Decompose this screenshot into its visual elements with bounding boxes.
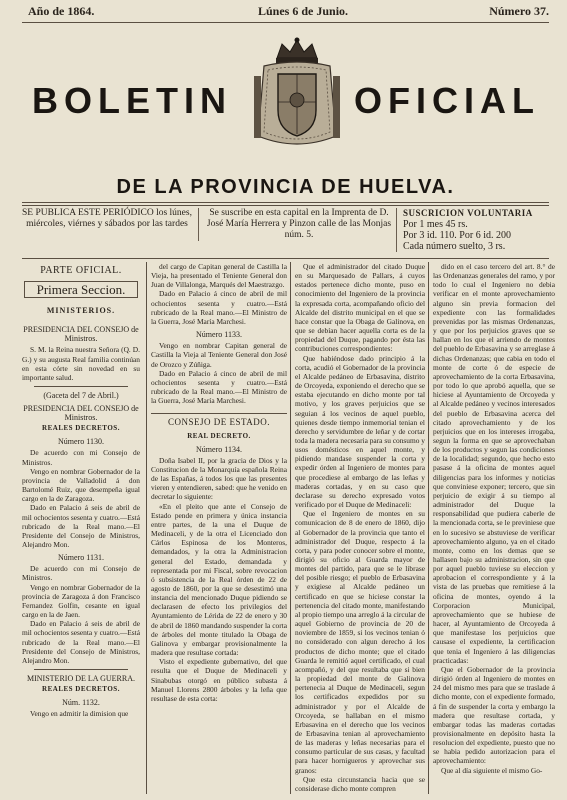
parte-oficial-heading: PARTE OFICIAL. <box>40 265 122 276</box>
top-line <box>28 4 549 22</box>
consejo-estado-heading: CONSEJO DE ESTADO. <box>151 413 287 427</box>
paragraph: Dado en Palacio á cinco de abril de mil ochocientos sesenta y cuatro.—Está rubricado de la Real mano.—El Ministro de la Guerra, José María Marchesi. <box>151 368 287 406</box>
info-bar <box>22 208 549 256</box>
paragraph: Vengo en admitir la dimision que <box>30 709 129 719</box>
info-rule <box>22 258 549 259</box>
reales-decretos-heading-2: REALES DECRETOS. <box>42 685 120 693</box>
year-label: Año de 1864. <box>28 4 95 18</box>
decree-number: Número 1133. <box>196 330 242 340</box>
publication-schedule: SE PUBLICA ESTE PERIÓDICO los lúnes, miércoles, viérnes y sábados por las tardes <box>22 208 192 229</box>
masthead-subtitle: DE LA PROVINCIA DE HUELVA. <box>116 176 455 198</box>
date-label: Lúnes 6 de Junio. <box>258 4 349 18</box>
paragraph: Que el administrador del citado Duque en su Marquesado de Pallars, á cuyos estados pertenece dicho monte, puso en conocimiento del Ingeniero de la provincia la expresada corta, acompañando oficio del Alcalde del distrito municipal en el que se hace constar que la Obaga de Galinova, en que se debían hacer aquella corta es de la propiedad del Duque, pagando por ésta las contribuciones correspondientes: <box>295 262 425 354</box>
reales-decretos-heading: REALES DECRETOS. <box>42 424 120 433</box>
presidencia-heading-2: PRESIDENCIA DEL CONSEJO de Ministros. <box>23 404 139 423</box>
paragraph: Vengo en nombrar Capitan general de Castilla la Vieja al Teniente General don José de Orozco y Zúñiga. <box>151 341 287 369</box>
coat-of-arms-icon <box>252 36 342 154</box>
price-row-3: Cada número suelto, 3 rs. <box>403 241 506 252</box>
title-left: BOLETIN <box>32 80 232 121</box>
ministerios-heading: MINISTERIOS. <box>46 306 116 316</box>
paragraph: del cargo de Capitan general de Castilla la Vieja, ha presentado el Teniente General don Juan de Villalonga, Marqués del Maestrazgo. <box>151 262 287 290</box>
paragraph: «En el pleito que ante el Consejo de Estado pende en primera y única instancia entre partes, de la una el Duque de Medinaceli, y de la otra el Licenciado don Cárlos Espinosa de los Monteros, demandados, y la otra la Administracion general del Estado, demandada y representada por mi Fiscal, sobre revocacion ó subsistencia de la Real órden de 22 de agosto de 1860, por la que se desestimó una instancia del mencionado Duque pidiendo se declarasen de efecto los privilegios del Ayuntamiento de Lérida de 22 de enero y 30 de abril de 1860 mandando suspender la corta de árboles del monte titulado la Obaga de Galinova y embargar provisionalmente la madera que resultase cortada: <box>151 501 287 658</box>
paragraph: Dado en Palacio á seis de abril de mil ochocientos sesenta y cuatro.—Está rubricado de la Real mano.—El Presidente del Consejo de Ministros, Alejandro Mon. <box>22 619 140 665</box>
paragraph: De acuerdo con mi Consejo de Ministros. <box>22 564 140 583</box>
decree-number: Núm. 1132. <box>62 698 100 708</box>
paragraph: Dado en Palacio á cinco de abril de mil ochocientos sesenta y cuatro.—Está rubricado de la Real mano.—El Ministro de la Guerra, José María Marchesi. <box>151 289 287 326</box>
gaceta-label: (Gaceta del 7 de Abril.) <box>43 391 119 401</box>
paragraph: Vengo en nombrar Gobernador de la provincia de Zaragoza á don Francisco Fernandez Golfin, cesante en igual cargo en la de Jaen. <box>22 582 140 620</box>
paragraph: Doña Isabel II, por la gracia de Dios y la Constitucion de la Monarquía española Reina de las Españas, á todos los que las presentes vieren y entendieren, sabed: que he venido en decretar lo siguiente: <box>151 455 287 502</box>
paragraph: Vengo en nombrar Gobernador de la provincia de Valladolid á don Bartolomé Ruiz, que desempeña igual cargo en la de Zaragoza. <box>22 466 140 504</box>
paragraph: Que habiéndose dado principio á la corta, acudió el Gobernador de la provincia el Alcalde pedáneo de Erbasavina, distrito de Orcoyeda, exponiendo el derecho que se estaba ejecutando en dicho monte por tal motivo, y los graves perjuicios que se seguian á los vecinos de aquel pueblo, quienes desde tiempo inmemorial tenian el derecho y servidumbre de leñar y de cortar toda la madera necesaria para su consumo y usos domésticos en aquel monte, y pidiendo mandase suspender la corta y expedir órden al Ingeniero de montes para que procediese al embargo de las leñas y maderas cortadas, y en su caso que declarase su derecho expresado votos verificado por el Duque de Medinaceli: <box>295 353 425 510</box>
guerra-heading: MINISTERIO DE LA GUERRA. <box>27 674 135 683</box>
column-2 <box>146 262 287 794</box>
masthead-rule-2 <box>22 205 549 206</box>
column-4 <box>428 262 555 794</box>
decree-number: Número 1134. <box>196 444 242 454</box>
title-right: OFICIAL <box>354 80 540 121</box>
masthead <box>22 28 549 198</box>
price-row-1: Por 1 mes 45 rs. <box>403 219 468 230</box>
column-1 <box>22 262 140 794</box>
price-row-2: Por 3 id. 110. Por 6 id. 200 <box>403 230 511 241</box>
subscription-prices <box>396 208 553 252</box>
paragraph: dido en el caso tercero del art. 8.° de las Ordenanzas generales del ramo, y por todo lo cual el Ingeniero no debia verificar en el monte aprovechamiento alguno sin previa formacion del expediente con las formalidades prevenidas por las mismas Ordenanzas, y que por los perjuicios graves que se hallan en los que el arriendo de montes del pueblo de Erbasavina y se arreglase á dichas Ordenanzas; que cabia en todo el monte de corte ó de especie de aprovechamiento de la corta Erbasavina, por todo lo que aprobó aquella, que se hiciese al Ayuntamiento de Orcoyeda y al Alcalde pedáneo y vecinos interesados del pueblo de Erbasavina acerca del citado aprovechamiento y de los perjuicios que en los intereses irrogaba, segun la forma en que se aprovechaban de los productos y segun las condiciones de la localidad; segundo, que hecho esto pasase á la oficina de montes aquel diligencias para los informes y noticias que conviniese exponer; tercero, que sin perjuicio de exigir á su tiempo al administrador del Duque la responsabilidad que pudiera caberle de la mencionada corta, se le previniese que en lo sucesivo se abstuviese de verificar aprovechamiento alguno, ya en el citado monte, como en los demas que se hallasen bajo su administracion, sin que por aquel pueblo tuviese su eleccion y aprobacion el correspondiente y á la vista de las pruebas que remitiese á la oficina de montes, oyendo á la Corporacion Municipal, aprovechamiento que se hubiese de hacer, al Ayuntamiento de Orcoyeda á que manifestase los perjuicios que causase el expediente, la certificacion que tenia el Ingeniero á las diligencias practicadas: <box>433 262 555 665</box>
subscription-place: Se suscribe en esta capital en la Imprenta de D. José María Herrera y Pinzon calle de las Monjas núm. 5. <box>198 208 395 241</box>
issue-number: Número 37. <box>489 4 549 18</box>
column-3 <box>290 262 425 794</box>
paragraph: S. M. la Reina nuestra Señora (Q. D. G.) y su augusta Real familia continúan en esta córte sin novedad en su importante salud. <box>22 345 140 382</box>
paragraph: De acuerdo con mi Consejo de Ministros. <box>22 448 140 467</box>
decree-number: Número 1131. <box>58 553 104 563</box>
real-decreto-heading: REAL DECRETO. <box>187 431 251 440</box>
subscription-heading: SUSCRICION VOLUNTARIA <box>403 208 533 218</box>
paragraph: Que el Gobernador de la provincia dirigió órden al Ingeniero de montes en 24 del mismo mes para que se traslade á dicho monte, con el expediente formado, á fin de suspender la corta y embargo la madera que resultase cortada, y embargar todas las maderas cortadas provisionalmente en depósito hasta la resolucion del expediente, puesto que no se habia pedido autorizacion para el aprovechamiento: <box>433 664 555 766</box>
article-body <box>22 262 555 794</box>
separator <box>34 669 128 670</box>
paragraph: Que esta circunstancia hacia que se considerase dicho monte compren <box>295 774 425 793</box>
masthead-rule-1 <box>22 202 549 203</box>
presidencia-heading-1: PRESIDENCIA DEL CONSEJO de Ministros. <box>23 325 139 344</box>
separator <box>34 386 128 387</box>
decree-number: Número 1130. <box>58 437 104 447</box>
primera-seccion-heading: Primera Seccion. <box>24 281 138 298</box>
paragraph: Que al día siguiente el mismo Go- <box>441 765 543 775</box>
paragraph: Que el Ingeniero de montes en su comunicacion de 8 de enero de 1860, dijo al Gobernador de la provincia que tanto el administrador del Duque, respecto á la corta, y para poder conocer sobre el monte, dirigió su oficio al Guarda mayor de montes del partido, para que se le librase del posible riesgo; el pueblo de Erbasavina y exigiese al Alcalde pedáneo un certificado en que se hiciese constar la pertenencia del citado monte, manifestando al propio tiempo una arreglo á la circular de aquel Gobierno de provincia de 20 de noviembre de 1859, si los vecinos tenian ó no considerado con algun derecho á los productos de dicho monte; que el citado Guarda le remitió aquel certificado, el cual acompañó, y del que resultaba que si bien la propiedad del monte de Galinova pertenecia al Duque de Medinaceli, segun los certificados expedidos por su administrador y por el Alcalde de Orcoyeda, se hallaban en el mismo Erbasavina en el derecho que los vecinos de Erbasavina tenian al aprovechamiento de las maderas y leñas necesarias para el consumo particular de sus casas, y facultad para hacer hornigueros y aprovechar sus granos: <box>295 509 425 775</box>
paragraph: Visto el expediente gubernativo, del que resulta que el Duque de Medinaceli y Sinabubas otorgó en público subasta á Manuel Llorens 2800 árboles y la leña que resultase de esta corta: <box>151 657 287 703</box>
paragraph: Dado en Palacio á seis de abril de mil ochocientos sesenta y cuatro.—Está rubricado de la Real mano.—El Presidente del Consejo de Ministros, Alejandro Mon. <box>22 503 140 549</box>
top-rule <box>22 22 549 23</box>
